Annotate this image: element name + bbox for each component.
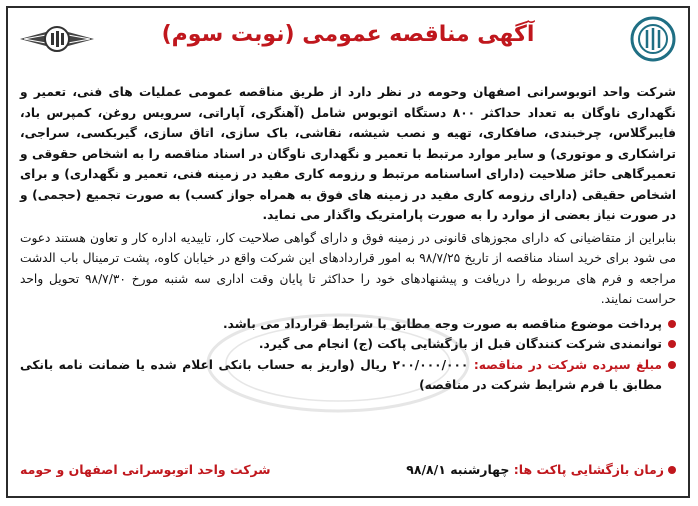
deposit-label: مبلغ سپرده شرکت در مناقصه: [473,357,662,372]
bullet-dot-icon [668,361,676,369]
schedule-label: زمان بازگشایی پاکت ها: [513,462,664,477]
announcement-body [20,82,676,396]
signature: شرکت واحد اتوبوسرانی اصفهان و حومه [20,462,271,477]
opening-schedule [406,462,676,477]
condition-text: توانمندی شرکت کنندگان قبل از بازگشایی پاکت (ج) انجام می گیرد. [258,337,662,351]
advertisement-frame [6,6,690,498]
paragraph-invitation: بنابراین از متقاضیانی که دارای مجوزهای قانونی در زمینه فوق و دارای گواهی صلاحیت کار، تاییدیه اداره کار و تعاون هستند دعوت می شود برای خرید اسناد مناقصه از تاریخ ۹۸/۷/۲۵ به امور قراردادهای این شرکت واقع در خیابان کاوه، پشت ترمینال باب الدشت مراجعه و فرم های مربوطه را دریافت و پیشنهادهای خود را حداکثر تا پایان وقت اداری سه شنبه مورخ ۹۸/۷/۳۰ تحویل واحد حراست نمایند. [20,230,676,306]
condition-item [20,314,676,335]
condition-text: ۲۰۰/۰۰۰/۰۰۰ ریال (واریز به حساب بانکی اعلام شده یا ضمانت نامه بانکی مطابق با فرم شرایط شرکت در مناقصه) [20,357,662,392]
bullet-dot-icon [668,340,676,348]
condition-item [20,334,676,355]
bullet-dot-icon [668,320,676,328]
conditions-list [20,314,676,396]
schedule-value: چهارشنبه ۹۸/۸/۱ [406,462,514,477]
bus-wings-emblem-icon [18,22,96,56]
header [8,8,688,70]
condition-item [20,355,676,396]
bullet-dot-icon [668,466,676,474]
paragraph-scope: شرکت واحد اتوبوسرانی اصفهان وحومه در نظر دارد از طریق مناقصه عمومی عملیات های فنی، تعمیر و نگهداری ناوگان به تعداد حداکثر ۸۰۰ دستگاه اتوبوس شامل (آهنگری، آپاراتی، سرویس روغن، کمپرس باد، فایبرگلاس، چرخبندی، صافکاری، تهیه و نصب شیشه، نقاشی، باک سازی، اتاق سازی، گیربکسی، سراجی، تراشکاری و موتوری) و سایر موارد مرتبط با تعمیر و نگهداری ناوگان در اسناد مناقصه را به اشخاص حقوقی و تعمیرگاهی حائز صلاحیت (دارای اساسنامه مرتبط و رزومه کاری مفید در زمینه فنی، تعمیر و نگهداری) و برای اشخاص حقیقی (دارای رزومه کاری مفید در زمینه های فوق به همراه جواز کسب) به صورت تجمیع (حجمی) و در صورت نیاز بعضی از موارد را به صورت پارامتریک واگذار می نماید. [20,85,676,222]
page-title: آگهی مناقصه عمومی (نوبت سوم) [161,22,535,47]
footer [20,460,676,484]
condition-text: پرداخت موضوع مناقصه به صورت وجه مطابق با شرایط قرارداد می باشد. [223,316,662,331]
